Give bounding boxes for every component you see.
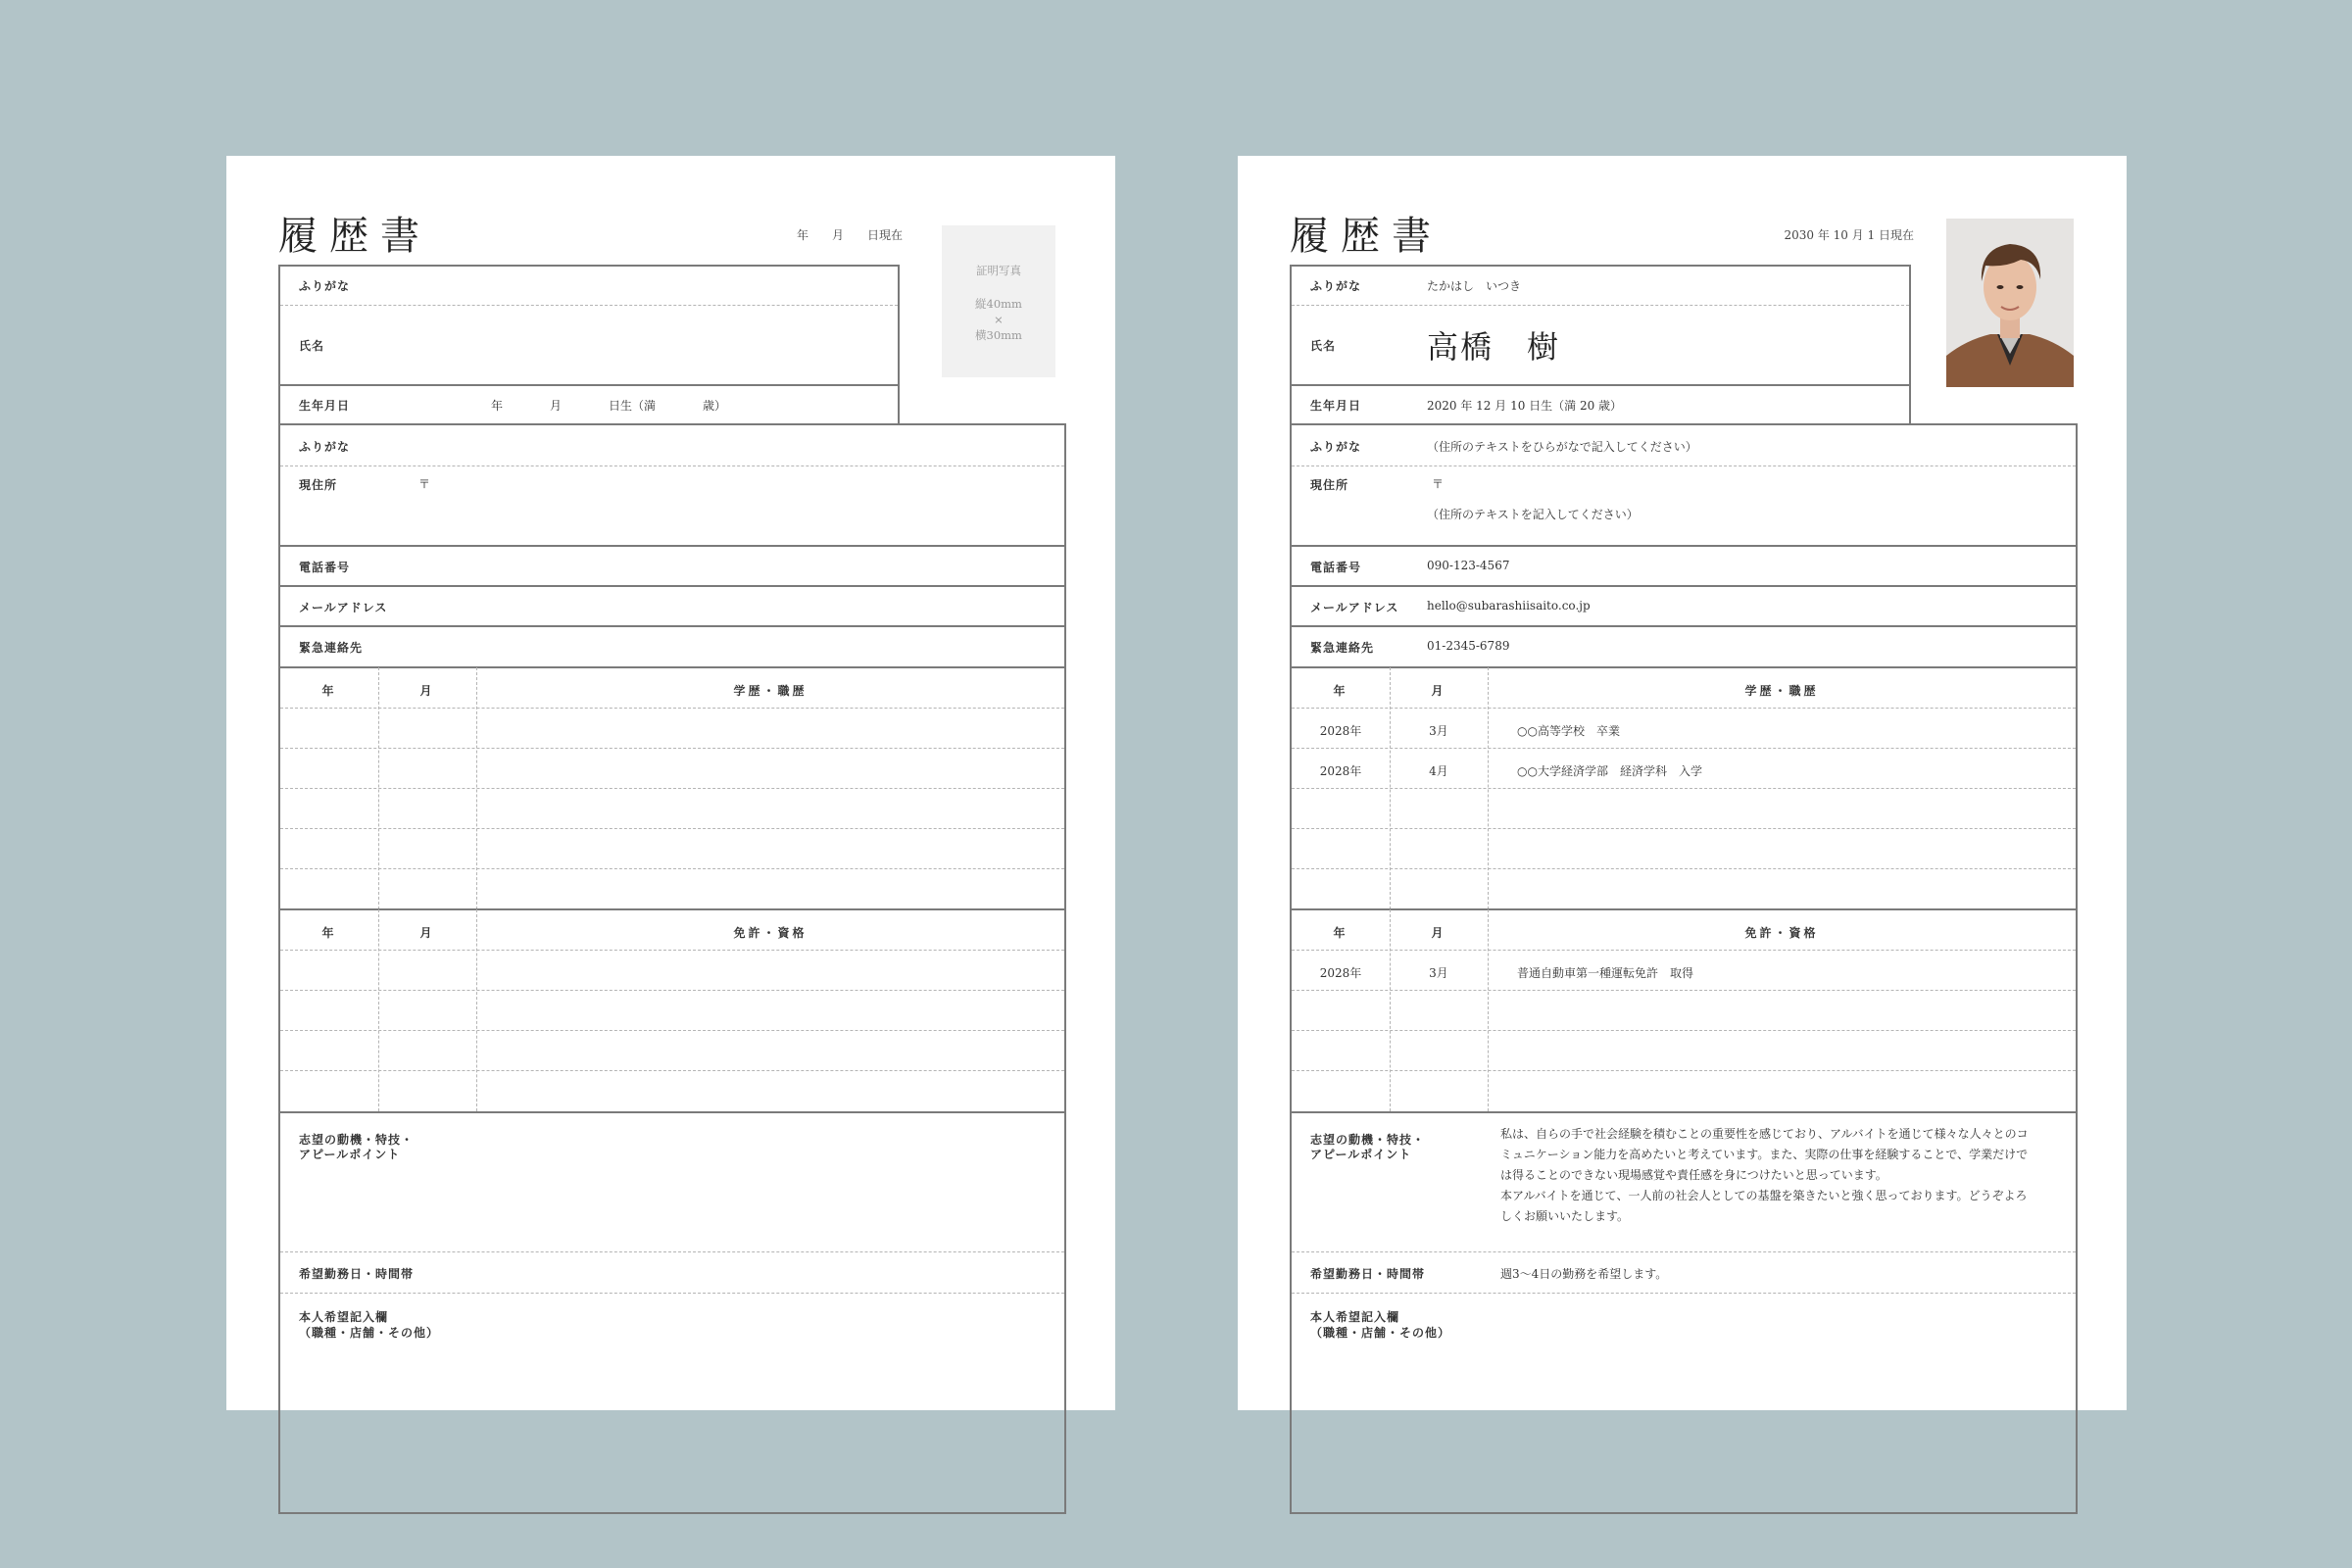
portrait-image bbox=[1946, 219, 2074, 387]
resume-template-blank bbox=[226, 156, 1115, 1410]
divider bbox=[1292, 828, 2076, 829]
license-title-header: 免許・資格 bbox=[733, 926, 808, 940]
photo-label: 証明写真 bbox=[976, 264, 1021, 277]
license-month-header: 月 bbox=[419, 926, 435, 940]
divider bbox=[1292, 545, 2076, 547]
license-text: 普通自動車第一種運転免許 取得 bbox=[1517, 966, 1694, 980]
birthdate-label: 生年月日 bbox=[1310, 399, 1362, 413]
divider bbox=[280, 868, 1064, 869]
column-divider bbox=[1488, 909, 1489, 1111]
birthdate-value[interactable]: 2020 年 12 月 10 日生（満 20 歳） bbox=[1427, 399, 1623, 413]
preferred-days-value[interactable]: 週3～4日の勤務を希望します。 bbox=[1500, 1267, 1668, 1281]
emergency-label: 緊急連絡先 bbox=[1310, 641, 1375, 655]
divider bbox=[1292, 990, 2076, 991]
history-title-header: 学歴・職歴 bbox=[1744, 684, 1819, 698]
date-line[interactable]: 2030 年 10 月 1 日現在 bbox=[1784, 228, 1914, 242]
form-box-top-edge bbox=[900, 423, 1066, 427]
name-label: 氏名 bbox=[299, 339, 325, 353]
address-furigana-label: ふりがな bbox=[1310, 440, 1362, 454]
requests-label-line2: （職種・店舗・その他） bbox=[1310, 1326, 1451, 1340]
birthdate-label: 生年月日 bbox=[299, 399, 351, 413]
preferred-days-label: 希望勤務日・時間帯 bbox=[299, 1267, 415, 1281]
divider bbox=[280, 666, 1064, 668]
divider bbox=[1292, 384, 1909, 386]
motivation-label-line2: アピールポイント bbox=[1310, 1148, 1412, 1161]
license-year-header: 年 bbox=[1333, 926, 1348, 940]
requests-label-line2: （職種・店舗・その他） bbox=[299, 1326, 440, 1340]
address-furigana-value[interactable]: （住所のテキストをひらがなで記入してください） bbox=[1427, 440, 1697, 454]
requests-label: 本人希望記入欄 bbox=[1310, 1310, 1400, 1324]
history-month: 4月 bbox=[1429, 764, 1448, 778]
motivation-line: 本アルバイトを通じて、一人前の社会人としての基盤を築きたいと強く思っております。どうぞよろ bbox=[1500, 1189, 2028, 1202]
history-title-header: 学歴・職歴 bbox=[733, 684, 808, 698]
divider bbox=[1292, 708, 2076, 709]
divider bbox=[1292, 1293, 2076, 1294]
requests-label: 本人希望記入欄 bbox=[299, 1310, 389, 1324]
address-furigana-label: ふりがな bbox=[299, 440, 351, 454]
postal-mark: 〒 bbox=[1432, 477, 1445, 491]
photo-placeholder[interactable] bbox=[942, 225, 1055, 377]
license-year-header: 年 bbox=[321, 926, 337, 940]
motivation-label-line2: アピールポイント bbox=[299, 1148, 401, 1161]
divider bbox=[280, 828, 1064, 829]
divider bbox=[280, 908, 1064, 910]
column-divider bbox=[378, 909, 379, 1111]
emergency-label: 緊急連絡先 bbox=[299, 641, 364, 655]
divider bbox=[280, 990, 1064, 991]
divider bbox=[280, 1070, 1064, 1071]
postal-mark: 〒 bbox=[418, 477, 431, 491]
motivation-line: 私は、自らの手で社会経験を積むことの重要性を感じており、アルバイトを通じて様々な人々とのコ bbox=[1500, 1127, 2029, 1141]
history-year-header: 年 bbox=[1333, 684, 1348, 698]
divider bbox=[1292, 1111, 2076, 1113]
email-label: メールアドレス bbox=[299, 601, 388, 614]
photo-size-width: 横30mm bbox=[975, 328, 1022, 342]
address-label: 現住所 bbox=[299, 478, 338, 492]
furigana-value[interactable]: たかはし いつき bbox=[1427, 279, 1522, 293]
divider bbox=[280, 1293, 1064, 1294]
name-label: 氏名 bbox=[1310, 339, 1337, 353]
motivation-line: ミュニケーション能力を高めたいと考えています。また、実際の仕事を経験することで、学業だけで bbox=[1500, 1148, 2029, 1161]
divider bbox=[1292, 908, 2076, 910]
divider bbox=[280, 748, 1064, 749]
address-label: 現住所 bbox=[1310, 478, 1349, 492]
history-text: ○○高等学校 卒業 bbox=[1517, 724, 1620, 738]
applicant-photo[interactable] bbox=[1946, 219, 2074, 387]
license-title-header: 免許・資格 bbox=[1744, 926, 1819, 940]
divider bbox=[1292, 788, 2076, 789]
divider bbox=[280, 1251, 1064, 1252]
divider bbox=[280, 545, 1064, 547]
name-field[interactable] bbox=[422, 322, 883, 371]
divider bbox=[280, 305, 898, 306]
phone-label: 電話番号 bbox=[299, 561, 351, 574]
preferred-days-label: 希望勤務日・時間帯 bbox=[1310, 1267, 1426, 1281]
history-month: 3月 bbox=[1429, 724, 1448, 738]
divider bbox=[280, 585, 1064, 587]
history-year: 2028年 bbox=[1319, 724, 1362, 738]
license-month: 3月 bbox=[1429, 966, 1448, 980]
divider bbox=[1292, 1030, 2076, 1031]
divider bbox=[1292, 666, 2076, 668]
main-form-box bbox=[278, 425, 1066, 1514]
divider bbox=[280, 788, 1064, 789]
divider bbox=[280, 1030, 1064, 1031]
name-value[interactable]: 高橋 樹 bbox=[1427, 328, 1561, 366]
divider bbox=[1292, 950, 2076, 951]
divider bbox=[1292, 1070, 2076, 1071]
resume-title: 履歴書 bbox=[278, 214, 431, 259]
divider bbox=[1292, 1251, 2076, 1252]
history-year: 2028年 bbox=[1319, 764, 1362, 778]
phone-value[interactable]: 090-123-4567 bbox=[1427, 559, 1510, 572]
divider bbox=[1292, 305, 1909, 306]
divider bbox=[280, 1111, 1064, 1113]
furigana-label: ふりがな bbox=[299, 279, 351, 293]
divider bbox=[1292, 625, 2076, 627]
divider bbox=[280, 708, 1064, 709]
column-divider bbox=[476, 909, 477, 1111]
history-text: ○○大学経済学部 経済学科 入学 bbox=[1517, 764, 1702, 778]
emergency-value[interactable]: 01-2345-6789 bbox=[1427, 639, 1510, 653]
furigana-label: ふりがな bbox=[1310, 279, 1362, 293]
resume-title: 履歴書 bbox=[1290, 214, 1443, 259]
furigana-field[interactable] bbox=[422, 273, 883, 295]
divider bbox=[1292, 585, 2076, 587]
phone-label: 電話番号 bbox=[1310, 561, 1362, 574]
photo-size-times: × bbox=[994, 313, 1004, 326]
motivation-label: 志望の動機・特技・ bbox=[299, 1133, 415, 1147]
divider bbox=[280, 950, 1064, 951]
divider bbox=[1292, 868, 2076, 869]
resume-sample-filled bbox=[1238, 156, 2127, 1410]
motivation-line: は得ることのできない現場感覚や責任感を身につけたいと思っています。 bbox=[1500, 1168, 1887, 1182]
license-year: 2028年 bbox=[1319, 966, 1362, 980]
history-month-header: 月 bbox=[1431, 684, 1446, 698]
license-month-header: 月 bbox=[1431, 926, 1446, 940]
motivation-label: 志望の動機・特技・ bbox=[1310, 1133, 1426, 1147]
address-value[interactable]: （住所のテキストを記入してください） bbox=[1427, 508, 1639, 521]
history-year-header: 年 bbox=[321, 684, 337, 698]
email-value[interactable]: hello@subarashiisaito.co.jp bbox=[1427, 599, 1591, 612]
divider bbox=[1292, 748, 2076, 749]
motivation-text[interactable] bbox=[1500, 1124, 2069, 1227]
birthdate-field[interactable]: 年 月 日生（満 歳） bbox=[491, 399, 727, 413]
column-divider bbox=[1390, 909, 1391, 1111]
divider bbox=[280, 625, 1064, 627]
history-month-header: 月 bbox=[419, 684, 435, 698]
motivation-line: しくお願いいたします。 bbox=[1500, 1209, 1630, 1223]
photo-size-height: 縦40mm bbox=[975, 297, 1022, 311]
form-box-top-edge bbox=[1911, 423, 2078, 427]
date-line[interactable]: 年 月 日現在 bbox=[796, 228, 903, 242]
motivation-field[interactable] bbox=[481, 1126, 1050, 1244]
email-label: メールアドレス bbox=[1310, 601, 1399, 614]
divider bbox=[280, 384, 898, 386]
